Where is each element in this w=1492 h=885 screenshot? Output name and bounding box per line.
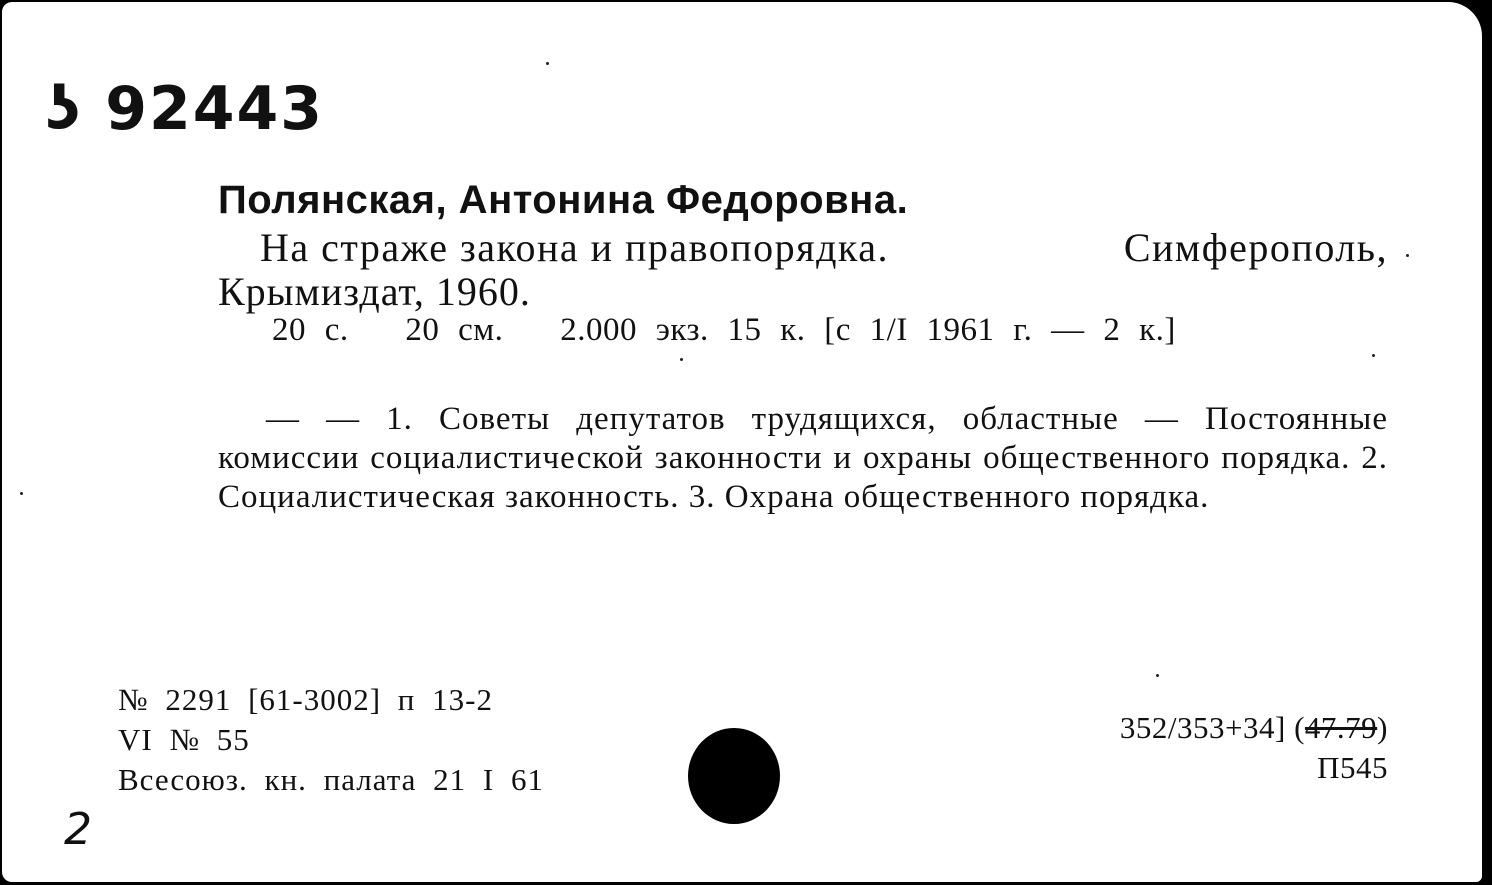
print-run-price: 2.000 экз. 15 к. [с 1/I 1961 г. — 2 к.] — [560, 312, 1176, 348]
card-edge-shadow — [1482, 0, 1492, 885]
punch-hole — [688, 728, 780, 824]
classification-suffix: ) — [1377, 710, 1388, 745]
registration-series: VI № 55 — [118, 722, 250, 757]
classification-struck: 47.79 — [1304, 710, 1378, 745]
chamber-imprint: Всесоюз. кн. палата 21 I 61 — [118, 762, 544, 797]
scan-speck — [1156, 674, 1159, 677]
page-count: 20 с. — [272, 312, 349, 348]
classification-prefix: 352/353+34] ( — [1119, 710, 1305, 745]
scan-speck — [680, 358, 683, 361]
call-number-text: 92443 — [105, 74, 325, 144]
registration-number: № 2291 [61-3002] п 13-2 — [118, 682, 493, 717]
handwritten-call-number — [46, 74, 324, 144]
scan-speck — [1372, 354, 1375, 357]
classification-code — [1120, 708, 1388, 748]
subject-headings: — — 1. Советы депутатов трудящихся, областные — Постоянные комиссии социалистической законности и охраны общественного порядка. 2. Социалистическая законность. 3. Охрана общественного порядка. — [218, 401, 1388, 515]
publication-place: Симферополь, — [1123, 225, 1388, 270]
registration-info — [118, 680, 544, 800]
publisher-year: Крымиздат, 1960. — [218, 269, 531, 314]
title-line — [260, 224, 1388, 271]
scan-speck — [20, 492, 23, 495]
book-size: 20 см. — [405, 312, 504, 348]
scan-speck — [1406, 254, 1409, 257]
collation-line — [272, 312, 1214, 349]
author-heading: Полянская, Антонина Федоровна. — [218, 178, 909, 222]
handwritten-copy-mark: 2 — [64, 804, 92, 855]
book-title: На страже закона и правопорядка. — [260, 225, 890, 270]
classification-block — [1120, 708, 1388, 788]
catalog-card — [2, 2, 1482, 882]
call-number-prefix-glyph: ʖ — [46, 74, 83, 144]
scan-speck — [546, 62, 549, 65]
author-mark: П545 — [1317, 750, 1388, 785]
